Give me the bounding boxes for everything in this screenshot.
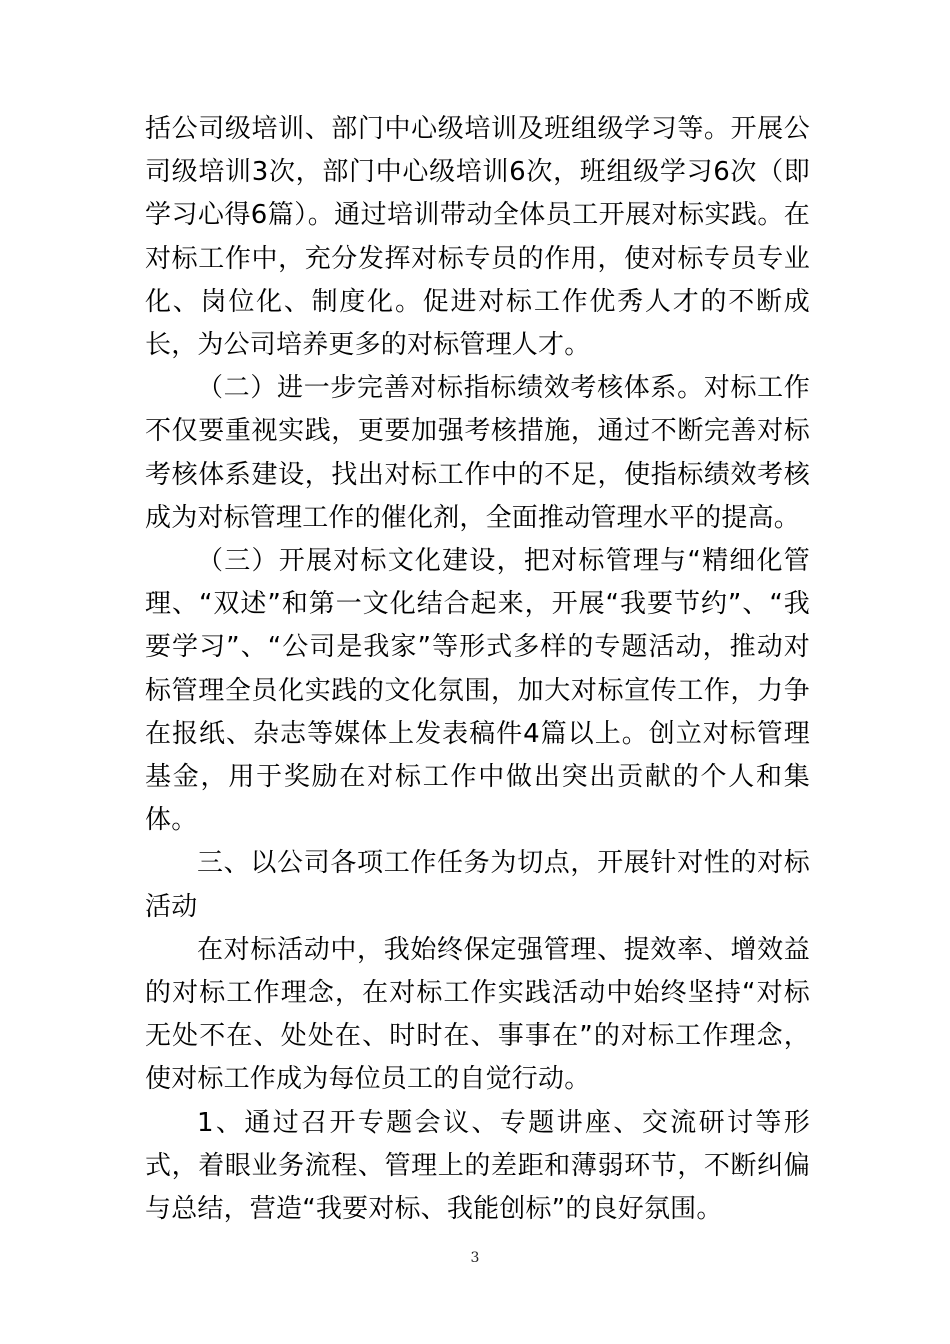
paragraph-training-continuation: 括公司级培训、部门中心级培训及班组级学习等。开展公司级培训3次，部门中心级培训6次，班组级学习6次（即学习心得6篇）。通过培训带动全体员工开展对标实践。在对标工作中，充分发挥对标专员的作用，使对标专员专业化、岗位化、制度化。促进对标工作优秀人才的不断成长，为公司培养更多的对标管理人才。 bbox=[145, 114, 810, 361]
section-heading-three: 三、以公司各项工作任务为切点，开展针对性的对标活动 bbox=[145, 848, 810, 922]
paragraph-performance-assessment: （二）进一步完善对标指标绩效考核体系。对标工作不仅要重视实践，更要加强考核措施，通过不断完善对标考核体系建设，找出对标工作中的不足，使指标绩效考核成为对标管理工作的催化剂，全面推动管理水平的提高。 bbox=[145, 373, 810, 533]
paragraph-item-one: 1、通过召开专题会议、专题讲座、交流研讨等形式，着眼业务流程、管理上的差距和薄弱环节，不断纠偏与总结，营造“我要对标、我能创标”的良好氛围。 bbox=[145, 1107, 810, 1225]
document-body bbox=[145, 108, 810, 1231]
page-number: 3 bbox=[470, 1250, 480, 1266]
paragraph-benchmark-philosophy: 在对标活动中，我始终保定强管理、提效率、增效益的对标工作理念，在对标工作实践活动中始终坚持“对标无处不在、处处在、时时在、事事在”的对标工作理念，使对标工作成为每位员工的自觉行动。 bbox=[145, 934, 810, 1095]
paragraph-benchmark-culture: （三）开展对标文化建设，把对标管理与“精细化管理、“双述”和第一文化结合起来，开展“我要节约”、“我要学习”、“公司是我家”等形式多样的专题活动，推动对标管理全员化实践的文化氛围，加大对标宣传工作，力争在报纸、杂志等媒体上发表稿件4篇以上。创立对标管理基金，用于奖励在对标工作中做出突出贡献的个人和集体。 bbox=[145, 546, 810, 836]
